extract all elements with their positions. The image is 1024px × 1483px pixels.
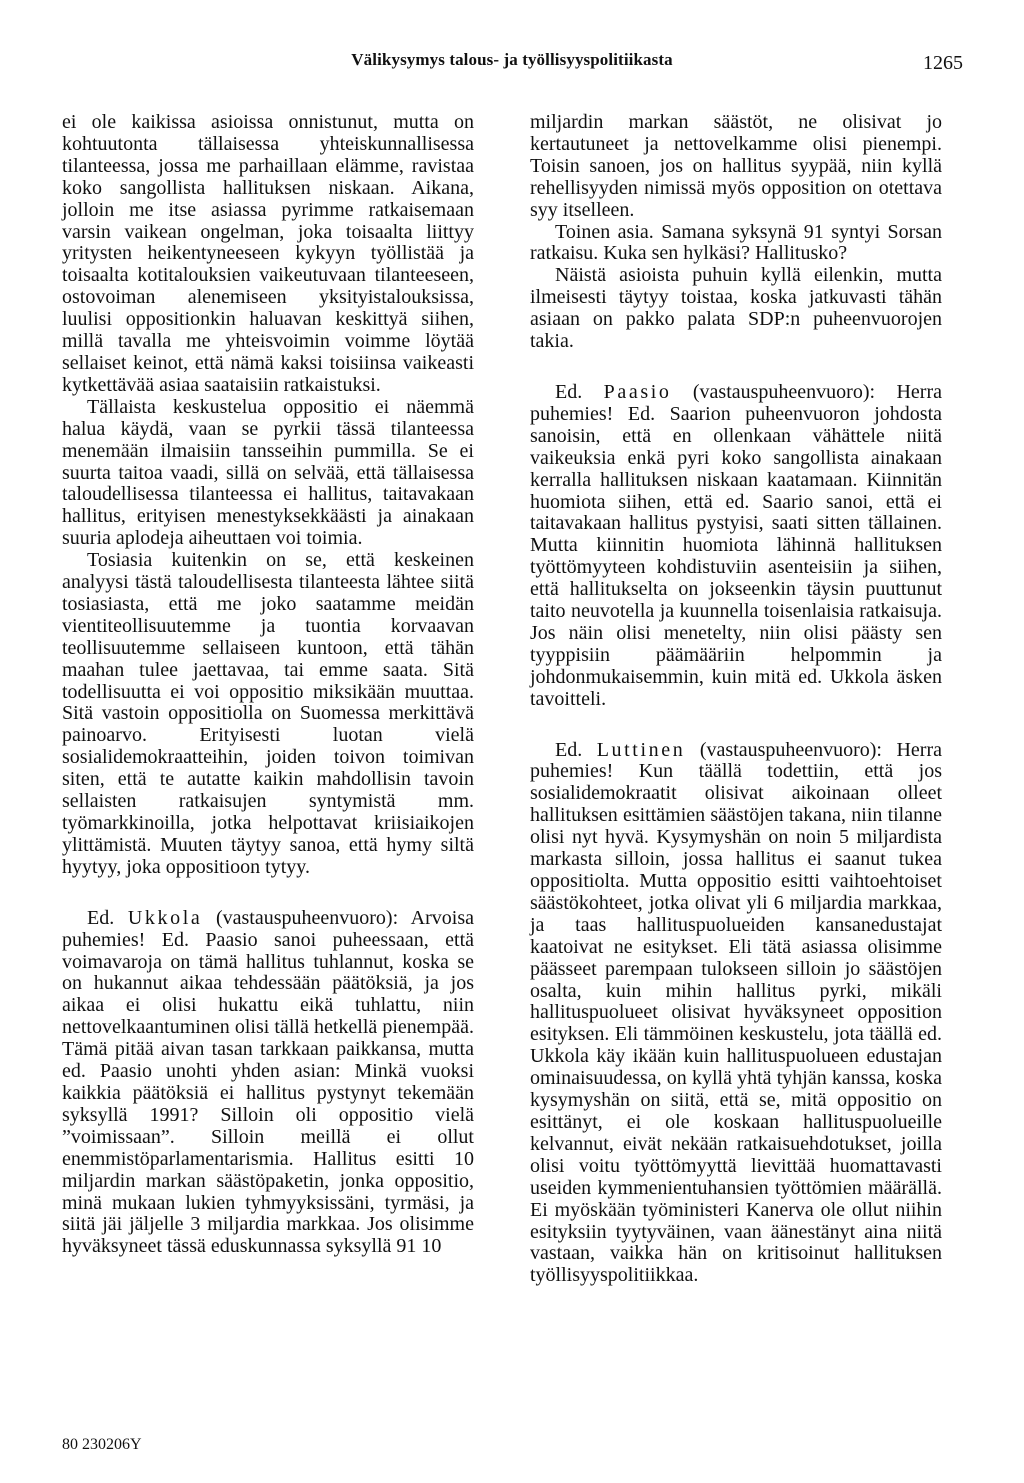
page-number: 1265	[923, 52, 963, 74]
speech-paragraph	[62, 908, 474, 1259]
paragraph: Tosiasia kuitenkin on se, että keskeinen analyysi tästä taloudellisesta tilanteesta lähtee siitä tosiasiasta, että me joko saatamme meidän vientiteollisuutemme ja tuontia korvaavan teollisuutemme sellaiseen kuntoon, että tähän maahan tulee jaettavaa, tai emme saata. Sitä todellisuutta ei voi oppositio miksikään muuttaa. Sitä vastoin oppositiolla on Suomessa merkittävä painoarvo. Erityisesti luotan vielä sosialidemokraatteihin, joiden toivon toimivan siten, että te autatte kaikin mahdollisin tavoin sellaisten ratkaisujen syntymistä mm. työmarkkinoilla, jotka helpottavat kriisiaikojen ylittämistä. Muuten täytyy sanoa, että hymy siltä hyytyy, joka oppositioon tytyy.	[62, 549, 474, 878]
speech-text: (vastauspuheenvuoro): Herra puhemies! Ed. Saarion puheenvuoron johdosta sanoisin, että en ollenkaan vähättele niitä vaikeuksia enkä pyri koko sangollista ainakaan kerralla hallituksen niskaan kaatamaan. Kiinnitän huomiota siihen, että ed. Saario sanoi, että ei taitavakaan hallitus pystyisi, saati sitten tällainen. Mutta kiinnitin huomiota lähinnä hallituksen työttömyyteen kohdistuviin asenteisiin ja siihen, että hallitukselta on jokseenkin täysin puuttunut taito neuvotella ja kuunnella toisenlaisia ratkaisuja. Jos näin olisi menetelty, niin olisi päästy sen tyyppisiin päämääriin helpommin ja johdonmukaisemmin, kuin mitä ed. Ukkola äsken tavoitteli.	[530, 380, 942, 710]
paragraph: Tällaista keskustelua oppositio ei näemmä halua käydä, vaan se pyrkii tässä tilanteessa menemään ilmaisiin tansseihin pummilla. Se ei suurta taitoa vaadi, sillä on selvää, että tällaisessa taloudellisessa tilanteessa ei hallitus, taitavakaan hallitus, erityisen menestyksekkäästi ja ainakaan suuria aplodeja aiheuttaen voi toimia.	[62, 395, 474, 550]
print-code: 80 230206Y	[62, 1436, 142, 1453]
paragraph: ei ole kaikissa asioissa onnistunut, mutta on kohtuutonta tällaisessa yhteiskunnallisessa tilanteessa, jossa me parhaillaan elämme, ravistaa koko sangollista hallituksen niskaan. Aikana, jolloin me itse asiassa pyrimme ratkaisemaan varsin vaikean ongelman, joka toisaalta liittyy yritysten heikentyneeseen kykyyn työllistää ja toisaalta kotitalouksien vaikeutuvaan tilanteeseen, ostovoiman alenemiseen yksityistalouksissa, luulisi oppositionkin haluavan keskittyä siihen, millä tavalla me yhteisvoimin voimme löytää sellaiset keinot, että nämä kaksi toisiinsa vaikeasti kytkettävää asiaa saataisiin ratkaistuksi.	[62, 111, 474, 396]
paragraph: Toinen asia. Samana syksynä 91 syntyi Sorsan ratkaisu. Kuka sen hylkäsi? Hallitusko?	[530, 220, 942, 265]
speech-prefix: Ed.	[87, 906, 128, 929]
speech-paragraph	[530, 740, 942, 1288]
speaker-name: Paasio	[603, 380, 672, 403]
speaker-name: Luttinen	[596, 738, 686, 761]
running-title: Välikysymys talous- ja työllisyyspolitiikasta	[351, 50, 673, 69]
paragraph: miljardin markan säästöt, ne olisivat jo kertautuneet ja nettovelkamme olisi pienempi. Toisin sanoen, jos on hallitus syypää, niin kyllä rehellisyyden nimissä myös opposition on otettava syy itselleen.	[530, 111, 942, 221]
speech-prefix: Ed.	[555, 380, 604, 403]
speech-prefix: Ed.	[555, 738, 597, 761]
paragraph: Näistä asioista puhuin kyllä eilenkin, mutta ilmeisesti täytyy toistaa, koska jatkuvasti tähän asiaan on pakko palata SDP:n puheenvuorojen takia.	[530, 264, 942, 353]
speech-paragraph	[530, 382, 942, 711]
speech-text: (vastauspuheenvuoro): Herra puhemies! Kun täällä todettiin, että jos sosialidemokraatit olisivat aikoinaan olleet hallituksen esittämien säästöjen takana, niin tilanne olisi nyt hyvä. Kysymyshän on noin 5 miljardista markasta silloin, jossa hallitus ei saanut tukea oppositiolta. Mutta oppositio esitti vaihtoehtoiset säästökohteet, jotka olivat yli 6 miljardia markkaa, ja taas hallituspuolueiden kansanedustajat kaatoivat ne esitykset. Eli tätä asiassa olisimme päässeet parempaan tulokseen silloin jo säästöjen osalta, kuin mihin hallitus pyrki, mikäli hallituspuolueet olisivat hyväksyneet opposition esityksen. Eli tämmöinen keskustelu, jota täällä ed. Ukkola käy ikään kuin hallituspuolueen edustajan ominaisuudessa, on kyllä yhtä tyhjän kanssa, koska kysymyshän on siitä, että se, mitä oppositio on esittänyt, ei ole koskaan hallituspuolueille kelvannut, eivät nekään ratkaisuehdotukset, joilla olisi voitu työttömyyttä lievittää huomattavasti useiden kymmenientuhansien työttömien määrällä. Ei myöskään työministeri Kanerva ole ollut niihin esityksiin tyytyväinen, vaan äänestänyt aina niitä vastaan, vaikka hän on kritisoinut hallituksen työllisyyspolitiikkaa.	[530, 738, 943, 1287]
speaker-name: Ukkola	[127, 906, 203, 929]
right-column	[530, 112, 942, 1287]
left-column	[62, 112, 474, 1258]
speech-text: (vastauspuheenvuoro): Arvoisa puhemies! Ed. Paasio sanoi puheessaan, että voimavaroja on tämä hallitus tuhlannut, koska se on hukannut aikaa tehdessään päätöksiä, ja jos aikaa ei olisi hukattu eikä tuhlattu, niin nettovelkaantuminen olisi tällä hetkellä pienempää. Tämä pitää aivan tasan tarkkaan paikkansa, mutta ed. Paasio unohti yhden asian: Minkä vuoksi kaikkia päätöksiä ei hallitus pystynyt tekemään syksyllä 1991? Silloin oli oppositio vielä ”voimissaan”. Silloin meillä ei ollut enemmistöparlamentarismia. Hallitus esitti 10 miljardin markan säästöpaketin, jonka oppositio, minä mukaan lukien tyhmyyksissäni, tyrmäsi, ja siitä jäi jäljelle 3 miljardia markkaa. Jos olisimme hyväksyneet tässä eduskunnassa syksyllä 91 10	[62, 906, 474, 1258]
